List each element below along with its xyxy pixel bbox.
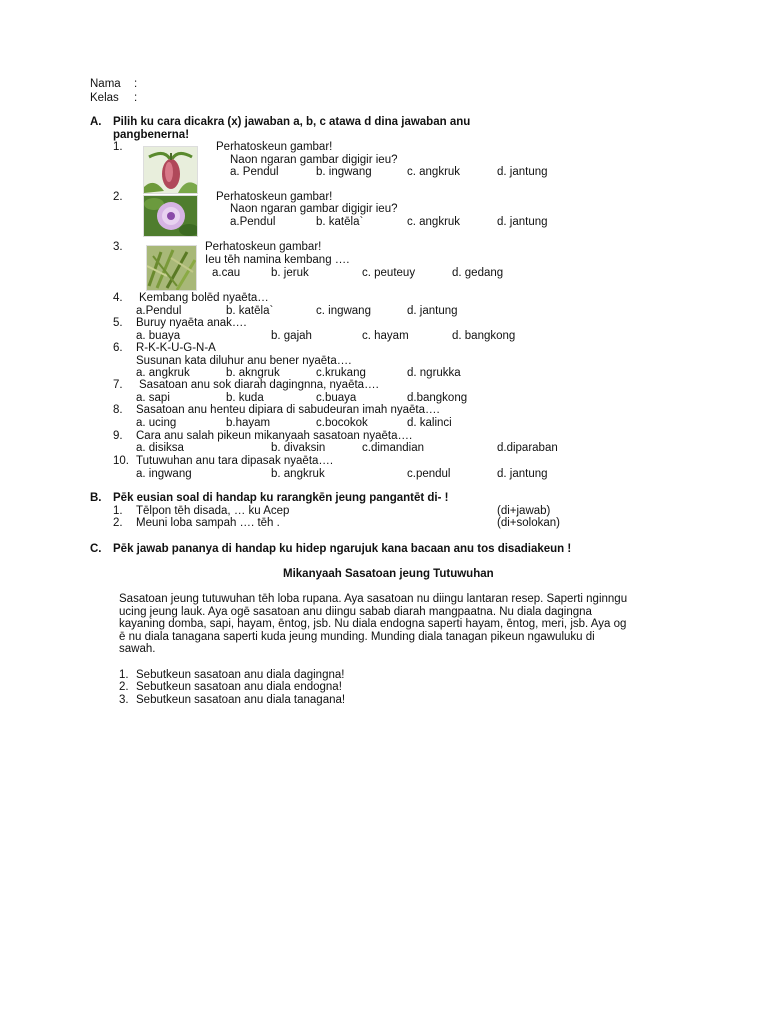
section-a-letter: A. [90,116,102,128]
section-c-instruction: Pēk jawab pananya di handap ku hidep ngarujuk kana bacaan anu tos disadiakeun ! [113,543,572,555]
reading-line-3: kayaning domba, sapi, hayam, ēntog, jsb. Nu diala endogna saperti hayam, ēntog, meri, jsb. Aya og [119,618,627,630]
q5-option-d: d. bangkong [452,330,516,342]
q4-option-a: a.Pendul [136,305,182,317]
q9-option-a: a. disiksa [136,442,184,454]
q2-option-a: a.Pendul [230,216,276,228]
reading-line-2: ucing jeung lauk. Aya ogē sasatoan anu diingu sabab diarah mangpaatna. Nu diala dagingna [119,606,592,618]
q3-option-d: d. gedang [452,267,504,279]
q2-option-d: d. jantung [497,216,548,228]
q1-option-d: d. jantung [497,166,548,178]
b2-text: Meuni loba sampah …. tēh . [136,517,280,529]
b1-hint: (di+jawab) [497,505,551,517]
q10-option-d: d. jantung [497,468,548,480]
reading-line-1: Sasatoan jeung tutuwuhan tēh loba rupana. Aya sasatoan nu diingu lantaran resep. Saperti nginngu [119,593,628,605]
section-b-instruction: Pēk eusian soal di handap ku rarangkēn jeung pangantēt di- ! [113,492,449,504]
q3-option-c: c. peuteuy [362,267,416,279]
kelas-label: Kelas [90,92,119,104]
c1-text: Sebutkeun sasatoan anu diala dagingna! [136,669,345,681]
q1-option-c: c. angkruk [407,166,461,178]
q9-option-d: d.diparaban [497,442,558,454]
b1-number: 1. [113,505,123,517]
nama-colon: : [134,78,138,90]
q5-option-c: c. hayam [362,330,409,342]
banana-flower-image [143,146,198,194]
q6-option-d: d. ngrukka [407,367,461,379]
q6-number: 6. [113,342,123,354]
section-c-letter: C. [90,543,102,555]
q4-option-b: b. katēla` [226,305,274,317]
q1-prompt: Perhatoskeun gambar! [216,141,333,153]
q3-prompt: Perhatoskeun gambar! [205,241,322,253]
q8-question: Sasatoan anu henteu dipiara di sabudeuran imah nyaēta…. [136,404,440,416]
q2-option-b: b. katēla` [316,216,364,228]
plant-leaves-image [146,245,197,291]
section-b-letter: B. [90,492,102,504]
q5-question: Buruy nyaēta anak…. [136,317,247,329]
c1-number: 1. [119,669,129,681]
q6-option-c: c.krukang [316,367,366,379]
section-a-instruction-1: Pilih ku cara dicakra (x) jawaban a, b, c atawa d dina jawaban anu [113,116,471,128]
q1-number: 1. [113,141,123,153]
morning-glory-image [143,195,198,237]
q6-option-a: a. angkruk [136,367,190,379]
reading-line-5: sawah. [119,643,156,655]
q8-option-b: b.hayam [226,417,271,429]
q8-option-c: c.bocokok [316,417,368,429]
q10-option-b: b. angkruk [271,468,325,480]
b1-text: Tēlpon tēh disada, … ku Acep [136,505,290,517]
q7-option-a: a. sapi [136,392,170,404]
q7-option-d: d.bangkong [407,392,468,404]
q9-question: Cara anu salah pikeun mikanyaah sasatoan nyaēta…. [136,430,413,442]
q4-number: 4. [113,292,123,304]
q1-option-a: a. Pendul [230,166,279,178]
q5-number: 5. [113,317,123,329]
q4-question: Kembang bolēd nyaēta… [139,292,269,304]
q8-option-a: a. ucing [136,417,177,429]
nama-label: Nama [90,78,121,90]
q10-question: Tutuwuhan anu tara dipasak nyaēta…. [136,455,334,467]
q7-option-b: b. kuda [226,392,264,404]
q2-option-c: c. angkruk [407,216,461,228]
q7-option-c: c.buaya [316,392,357,404]
q5-option-b: b. gajah [271,330,312,342]
q4-option-c: c. ingwang [316,305,371,317]
q7-question: Sasatoan anu sok diarah dagingnna, nyaēta…. [139,379,379,391]
c3-number: 3. [119,694,129,706]
c3-text: Sebutkeun sasatoan anu diala tanagana! [136,694,346,706]
q5-option-a: a. buaya [136,330,181,342]
q9-option-c: c.dimandian [362,442,425,454]
q6-question: R-K-K-U-G-N-A [136,342,216,354]
c2-number: 2. [119,681,129,693]
q10-option-c: c.pendul [407,468,451,480]
q3-option-b: b. jeruk [271,267,309,279]
q10-option-a: a. ingwang [136,468,192,480]
b2-number: 2. [113,517,123,529]
q3-number: 3. [113,241,123,253]
q10-number: 10. [113,455,129,467]
reading-title: Mikanyaah Sasatoan jeung Tutuwuhan [283,568,494,580]
c2-text: Sebutkeun sasatoan anu diala endogna! [136,681,342,693]
q7-number: 7. [113,379,123,391]
q3-option-a: a.cau [212,267,241,279]
q8-option-d: d. kalinci [407,417,452,429]
q2-number: 2. [113,191,123,203]
b2-hint: (di+solokan) [497,517,560,529]
q9-option-b: b. divaksin [271,442,326,454]
section-a-instruction-2: pangbenerna! [113,129,190,141]
q4-option-d: d. jantung [407,305,458,317]
q6-question-2: Susunan kata diluhur anu bener nyaēta…. [136,355,352,367]
q8-number: 8. [113,404,123,416]
q2-prompt: Perhatoskeun gambar! [216,191,333,203]
kelas-colon: : [134,92,138,104]
q3-question: Ieu tēh namina kembang …. [205,254,350,266]
q2-question: Naon ngaran gambar digigir ieu? [230,203,398,215]
reading-line-4: ē nu diala tanagana saperti kuda jeung munding. Munding diala tanagan pikeun ngawuluku di [119,631,595,643]
q6-option-b: b. akngruk [226,367,280,379]
q9-number: 9. [113,430,123,442]
q1-question: Naon ngaran gambar digigir ieu? [230,154,398,166]
q1-option-b: b. ingwang [316,166,372,178]
